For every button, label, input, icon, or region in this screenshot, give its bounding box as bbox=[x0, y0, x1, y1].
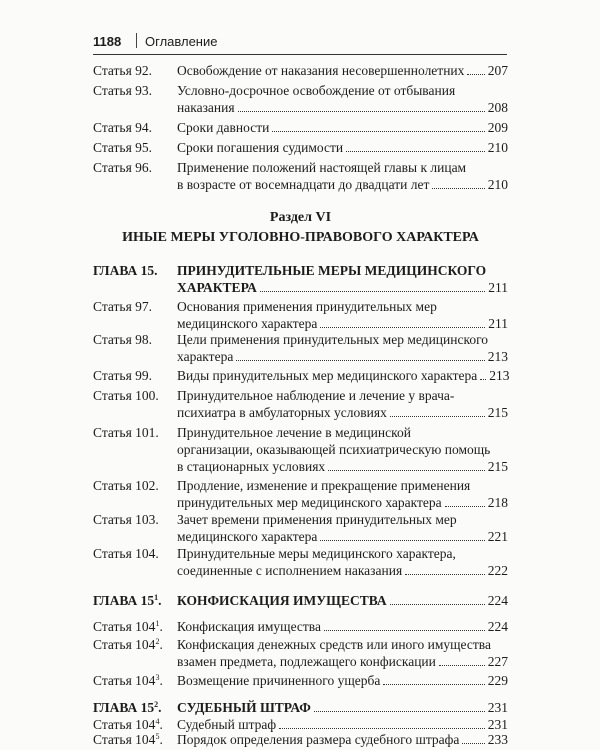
entry-title-line: взамен предмета, подлежащего конфискации bbox=[177, 654, 436, 669]
entry-title-line: принудительных мер медицинского характера bbox=[177, 495, 442, 510]
entry-title-line: характера bbox=[177, 349, 234, 364]
entry-title-line: медицинского характера bbox=[177, 529, 318, 544]
entry-title: Конфискация имущества bbox=[177, 619, 321, 634]
entry-page: 210 bbox=[487, 177, 508, 192]
entry-title: Судебный штраф bbox=[177, 717, 277, 732]
entry-label: Статья 102. bbox=[93, 478, 159, 493]
entry-page: 224 bbox=[487, 619, 508, 634]
entry-title: Освобождение от наказания несовершеннолетних bbox=[177, 63, 465, 78]
entry-page: 211 bbox=[488, 316, 508, 331]
entry-title-line: Основания применения принудительных мер bbox=[177, 299, 437, 314]
entry-label: Статья $104^4$. bbox=[93, 717, 163, 732]
entry-title: Сроки погашения судимости bbox=[177, 140, 344, 155]
entry-title-line: наказания bbox=[177, 100, 235, 115]
entry-page: 210 bbox=[487, 140, 508, 155]
entry-label: Статья 96. bbox=[93, 160, 153, 175]
entry-title-line: Цели применения принудительных мер медицинского bbox=[177, 332, 489, 347]
entry-page: 222 bbox=[487, 563, 508, 578]
entry-title: Порядок определения размера судебного штрафа bbox=[177, 732, 460, 747]
entry-page: 229 bbox=[487, 673, 508, 688]
header-divider bbox=[136, 33, 137, 48]
entry-title: Виды принудительных мер медицинского характера bbox=[177, 368, 478, 383]
chapter-title: СУДЕБНЫЙ ШТРАФ bbox=[177, 700, 311, 715]
header-title: Оглавление bbox=[145, 34, 218, 49]
entry-label: Статья 93. bbox=[93, 83, 153, 98]
entry-title-line: Конфискация денежных средств или иного имущества bbox=[177, 637, 491, 652]
entry-label: Статья $104^1$. bbox=[93, 619, 163, 634]
page-number: 1188 bbox=[93, 34, 122, 49]
entry-title-line: в возрасте от восемнадцати до двадцати лет bbox=[177, 177, 430, 192]
chapter-title: КОНФИСКАЦИЯ ИМУЩЕСТВА bbox=[177, 593, 387, 608]
entry-page: 213 bbox=[489, 368, 510, 383]
entry-title-line: соединенные с исполнением наказания bbox=[177, 563, 403, 578]
entry-label: Статья $104^3$. bbox=[93, 673, 163, 688]
chapter-title-line: ПРИНУДИТЕЛЬНЫЕ МЕРЫ МЕДИЦИНСКОГО bbox=[177, 263, 487, 278]
entry-label: Статья $104^2$. bbox=[93, 637, 163, 652]
entry-page: 231 bbox=[487, 717, 508, 732]
entry-title-line: Продление, изменение и прекращение применения bbox=[177, 478, 471, 493]
entry-title-line: Применение положений настоящей главы к лицам bbox=[177, 160, 467, 175]
section-subtitle: ИНЫЕ МЕРЫ УГОЛОВНО-ПРАВОВОГО ХАРАКТЕРА bbox=[122, 230, 479, 245]
entry-title-line: медицинского характера bbox=[177, 316, 318, 331]
chapter-page: 231 bbox=[487, 700, 508, 715]
entry-page: 221 bbox=[487, 529, 508, 544]
entry-page: 213 bbox=[487, 349, 508, 364]
entry-title-line: Принудительные меры медицинского характера, bbox=[177, 546, 456, 561]
section-title: Раздел VI bbox=[269, 210, 332, 225]
entry-title-line: Зачет времени применения принудительных мер bbox=[177, 512, 457, 527]
entry-page: 215 bbox=[487, 459, 508, 474]
entry-label: Статья 97. bbox=[93, 299, 153, 314]
entry-title-line: Условно-досрочное освобождение от отбывания bbox=[177, 83, 456, 98]
chapter-page: 211 bbox=[488, 280, 508, 295]
entry-page: 208 bbox=[487, 100, 508, 115]
entry-title-line: Принудительное наблюдение и лечение у врача- bbox=[177, 388, 455, 403]
entry-title-line: психиатра в амбулаторных условиях bbox=[177, 405, 387, 420]
entry-label: Статья $104^5$. bbox=[93, 732, 163, 747]
entry-page: 215 bbox=[487, 405, 508, 420]
entry-page: 209 bbox=[487, 120, 508, 135]
entry-page: 227 bbox=[487, 654, 508, 669]
entry-title: Возмещение причиненного ущерба bbox=[177, 673, 381, 688]
entry-label: Статья 104. bbox=[93, 546, 159, 561]
chapter-label: ГЛАВА $15^2$. bbox=[93, 700, 162, 715]
entry-title-line: Принудительное лечение в медицинской bbox=[177, 425, 411, 440]
running-header bbox=[93, 30, 507, 55]
entry-label: Статья 95. bbox=[93, 140, 153, 155]
entry-label: Статья 100. bbox=[93, 388, 159, 403]
chapter-label: ГЛАВА 15. bbox=[93, 263, 158, 278]
entry-label: Статья 99. bbox=[93, 368, 153, 383]
entry-page: 233 bbox=[487, 732, 508, 747]
entry-title-line: в стационарных условиях bbox=[177, 459, 326, 474]
chapter-label: ГЛАВА $15^1$. bbox=[93, 593, 162, 608]
entry-title: Сроки давности bbox=[177, 120, 270, 135]
entry-label: Статья 101. bbox=[93, 425, 159, 440]
entry-label: Статья 98. bbox=[93, 332, 153, 347]
chapter-title-line: ХАРАКТЕРА bbox=[177, 280, 257, 295]
entry-title-line: организации, оказывающей психиатрическую помощь bbox=[177, 442, 491, 457]
entry-page: 207 bbox=[487, 63, 508, 78]
chapter-page: 224 bbox=[487, 593, 508, 608]
entry-page: 218 bbox=[487, 495, 508, 510]
entry-label: Статья 92. bbox=[93, 63, 153, 78]
entry-label: Статья 103. bbox=[93, 512, 159, 527]
entry-label: Статья 94. bbox=[93, 120, 153, 135]
